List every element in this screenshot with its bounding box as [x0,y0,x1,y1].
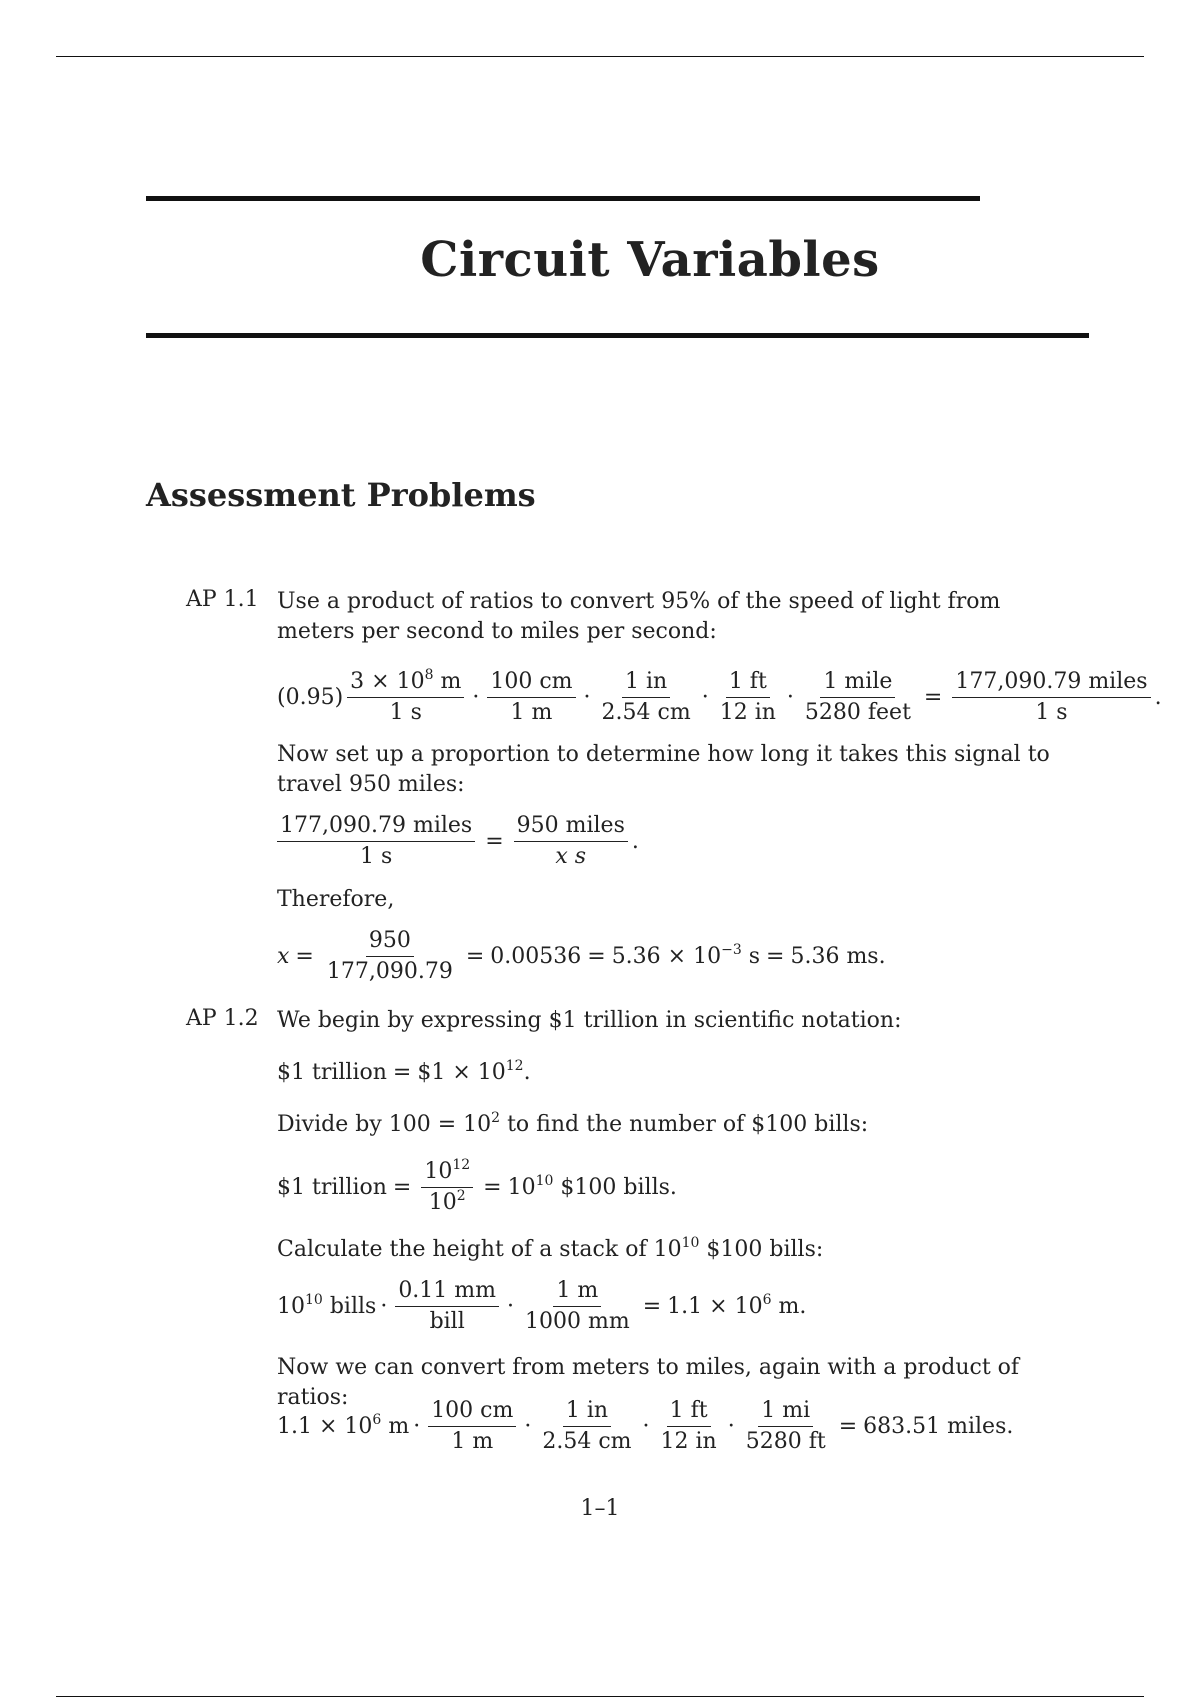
fraction: $\frac{1 mi}{5280 ft}$ [745,1398,826,1454]
fraction: $\frac{100 cm}{1 m}$ [487,668,575,727]
equation-trillion: $1 trillion = $1 × $10^{12}$. [277,1058,531,1085]
equation-proportion: $\frac{\text{177,090.79 miles}}{1 s}$ = $\frac{\text{950 miles}}{\text{x s}}$ . [277,812,1077,871]
fraction: $\frac{1 ft}{12 in}$ [719,669,776,725]
problem-ap-1-1-intro [277,587,1077,647]
equation-stack-height: $10^{10}$ bills · $\frac{0.11 mm}{\text{bill}}$ · $\frac{1 m}{1000 mm}$ = $1.1 \times 10^6$ m. [277,1278,807,1334]
fraction: $\frac{\text{177,090.79 miles}}{1 s}$ [277,812,475,871]
title-rule-top [146,196,980,201]
fraction: $\frac{1 ft}{12 in}$ [660,1398,717,1454]
section-title: Assessment Problems [146,476,536,514]
problem-label-ap-1-2: AP 1.2 [186,1006,259,1031]
top-rule [56,56,1144,57]
equation-miles: $1.1 \times 10^6$ m · $\frac{100 cm}{1 m}$ · $\frac{1 in}{2.54 cm}$ · $\frac{1 ft}{12 in}$ · $\frac{1 mi}{5280 ft}$ = 683.51 miles. [277,1398,1014,1454]
problem-label-ap-1-1: AP 1.1 [186,587,259,612]
problem-ap-1-1-text3: Therefore, [277,887,395,912]
fraction: $\frac{\text{1 mile}}{\text{5280 feet}}$ [804,669,911,725]
equation-speed-conversion: (0.95) $\frac{3 \times 10^8 m}{1 s}$ · $\frac{100 cm}{1 m}$ · $\frac{1 in}{2.54 cm}$ · $\frac{1 ft}{12 in}$ · $\frac{\text{1 mile}}{\text{5280 feet}}$ = $\frac{\text{177,090.79 miles}}{1 s}$ . [277,667,1162,725]
fraction: $\frac{100 cm}{1 m}$ [428,1397,516,1456]
coefficient: (0.95) [277,684,344,710]
problem-ap-1-2-intro: We begin by expressing $1 trillion in scientific notation: [277,1008,902,1033]
title-rule-bottom [146,333,1089,338]
problem-text: Use a product of ratios to convert 95% of the speed of light from meters per second to miles per second: [277,589,1001,644]
problem-ap-1-2-text4: Now we can convert from meters to miles, again with a product of ratios: [277,1355,1020,1410]
equation-bills: $1 trillion = $\frac{10^{12}}{10^2}$ = $10^{10}$ $100 bills. [277,1157,677,1215]
equation-time: x = $\frac{950}{177,090.79}$ = 0.00536 = $5.36 \times 10^{-3}$ s = 5.36 ms. [277,928,886,984]
problem-ap-1-2-text2: Divide by $100 = 10^2$ to find the number of $100 bills: [277,1110,869,1137]
chapter-title: Circuit Variables [420,232,880,288]
problem-ap-1-1-text2: Now set up a proportion to determine how long it takes this signal to travel 950 miles: [277,742,1050,797]
fraction: $\frac{10^{12}}{10^2}$ [421,1158,473,1217]
fraction: $\frac{\text{950 miles}}{\text{x s}}$ [514,812,628,871]
bottom-rule [56,1696,1144,1697]
problem-ap-1-2-text3: Calculate the height of a stack of $10^{10}$ $100 bills: [277,1235,824,1262]
fraction: $\frac{\text{177,090.79 miles}}{1 s}$ [952,668,1150,727]
fraction: $\frac{1 in}{2.54 cm}$ [601,669,691,725]
fraction: $\frac{0.11 mm}{\text{bill}}$ [395,1277,499,1336]
fraction: $\frac{1 m}{1000 mm}$ [525,1278,630,1334]
fraction: $\frac{3 \times 10^8 m}{1 s}$ [347,668,464,727]
fraction: $\frac{950}{177,090.79}$ [326,928,453,984]
fraction: $\frac{1 in}{2.54 cm}$ [542,1398,632,1454]
page-number: 1–1 [580,1496,620,1521]
